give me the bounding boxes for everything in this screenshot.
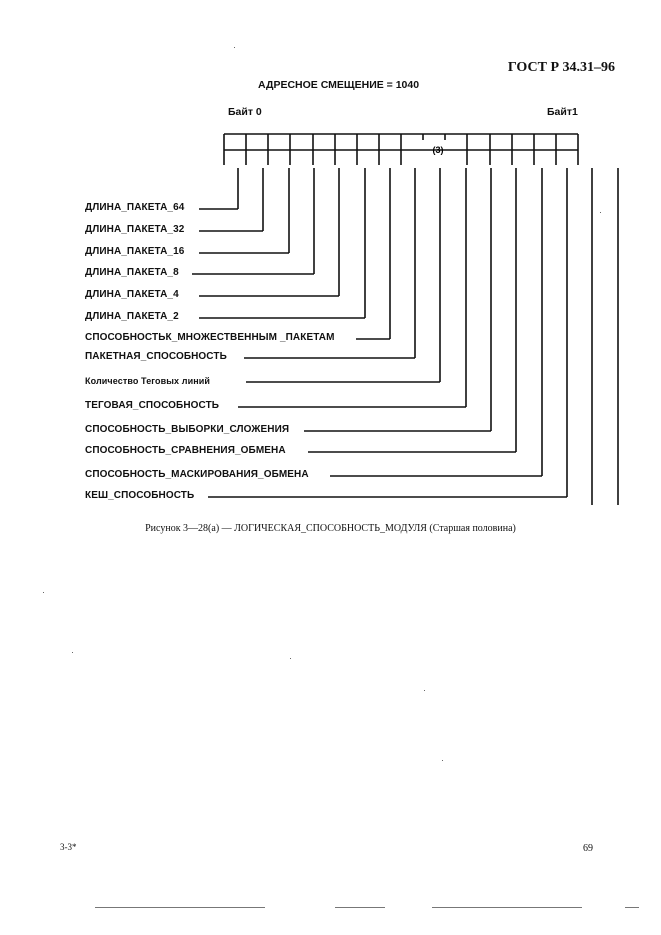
bottom-rule-3: [432, 907, 582, 908]
standard-number: ГОСТ Р 34.31–96: [507, 60, 615, 75]
register-grid: [224, 134, 578, 165]
field-label: СПОСОБНОСТЬК_МНОЖЕСТВЕННЫМ _ПАКЕТАМ: [85, 332, 335, 343]
field-label: СПОСОБНОСТЬ_МАСКИРОВАНИЯ_ОБМЕНА: [85, 469, 309, 480]
section-mark: 3-3*: [60, 842, 77, 852]
field-label: ПАКЕТНАЯ_СПОСОБНОСТЬ: [85, 351, 227, 362]
field-label: СПОСОБНОСТЬ_ВЫБОРКИ_СЛОЖЕНИЯ: [85, 424, 290, 435]
bottom-rule-2: [335, 907, 385, 908]
address-offset-title: АДРЕСНОЕ СМЕЩЕНИЕ = 1040: [258, 79, 420, 91]
reserved-bits-label: (3): [432, 145, 444, 155]
field-label: ДЛИНА_ПАКЕТА_2: [85, 311, 179, 322]
field-label: СПОСОБНОСТЬ_СРАВНЕНИЯ_ОБМЕНА: [85, 445, 286, 456]
figure-caption: Рисунок 3—28(а) — ЛОГИЧЕСКАЯ_СПОСОБНОСТЬ_МОДУЛЯ (Старшая половина): [145, 523, 516, 534]
field-label: КЕШ_СПОСОБНОСТЬ: [85, 490, 195, 501]
bottom-rule-1: [95, 907, 265, 908]
scan-speck: [424, 690, 425, 691]
bottom-rule-4: [625, 907, 639, 908]
scan-speck: [442, 760, 443, 761]
byte0-label: Байт 0: [228, 106, 262, 118]
scan-speck: [72, 652, 73, 653]
scan-speck: [290, 658, 291, 659]
field-label: Количество Теговых линий: [85, 376, 211, 386]
scan-speck: [43, 592, 44, 593]
scan-speck: [600, 212, 601, 213]
field-label: ДЛИНА_ПАКЕТА_32: [85, 224, 185, 235]
scan-speck: [234, 47, 235, 48]
page-number: 69: [583, 843, 593, 854]
byte1-label: Байт1: [547, 106, 578, 118]
field-label: ДЛИНА_ПАКЕТА_16: [85, 246, 185, 257]
field-label: ДЛИНА_ПАКЕТА_4: [85, 289, 179, 300]
field-label: ТЕГОВАЯ_СПОСОБНОСТЬ: [85, 400, 220, 411]
field-label: ДЛИНА_ПАКЕТА_8: [85, 267, 179, 278]
field-label: ДЛИНА_ПАКЕТА_64: [85, 202, 185, 213]
